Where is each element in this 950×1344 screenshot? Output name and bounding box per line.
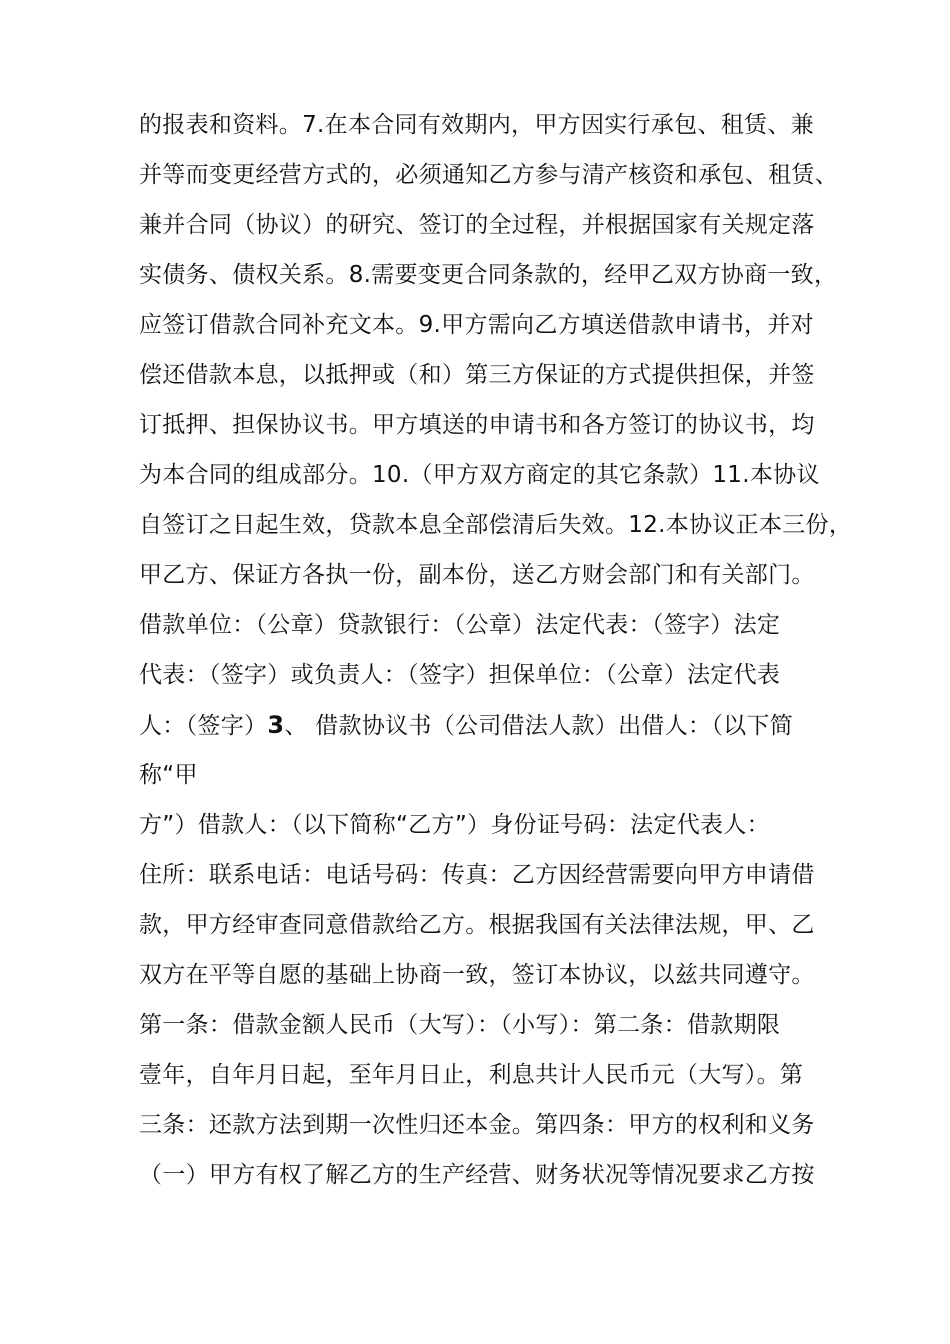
text-line-19: 第一条：借款金额人民币（大写）：（小写）：第二条：借款期限 [139,1012,781,1038]
text-line-14: 称“甲 [139,762,198,788]
text-line-13 [139,700,839,750]
text-line-4: 实债务、债权关系。8.需要变更合同条款的，经甲乙双方协商一致， [139,262,838,288]
text-line-6: 偿还借款本息，以抵押或（和）第三方保证的方式提供担保，并签 [139,362,815,388]
text-line-12: 代表：（签字）或负责人：（签字）担保单位：（公章）法定代表 [139,662,781,688]
text-line-11: 借款单位：（公章）贷款银行：（公章）法定代表：（签字）法定 [139,612,781,638]
text-line-15: 方”）借款人：（以下简称“乙方”）身份证号码：法定代表人： [139,812,770,838]
text-line-20: 壹年，自年月日起，至年月日止，利息共计人民币元（大写）。第 [139,1062,804,1088]
text-line-17: 款，甲方经审查同意借款给乙方。根据我国有关法律法规，甲、乙 [139,912,815,938]
text-line-7: 订抵押、担保协议书。甲方填送的申请书和各方签订的协议书，均 [139,412,815,438]
text-line-9: 自签订之日起生效，贷款本息全部偿清后失效。12.本协议正本三份， [139,512,853,538]
document-body [139,100,853,1200]
text-line-10: 甲乙方、保证方各执一份，副本份，送乙方财会部门和有关部门。 [139,562,815,588]
text-line-1: 的报表和资料。7.在本合同有效期内，甲方因实行承包、租赁、兼 [139,112,814,138]
section-number: 3 [267,711,285,739]
text-line-3: 兼并合同（协议）的研究、签订的全过程，并根据国家有关规定落 [139,212,815,238]
text-line-8: 为本合同的组成部分。10.（甲方双方商定的其它条款）11.本协议 [139,462,820,488]
text-line-22: （一）甲方有权了解乙方的生产经营、财务状况等情况要求乙方按 [139,1162,815,1188]
text-line-13-start: 人：（签字） [139,713,268,739]
text-line-13-end: 、 借款协议书（公司借法人款）出借人：（以下简 [284,713,794,739]
text-line-16: 住所：联系电话：电话号码：传真：乙方因经营需要向甲方申请借 [139,862,815,888]
text-line-21: 三条：还款方法到期一次性归还本金。第四条：甲方的权利和义务 [139,1112,815,1138]
text-line-5: 应签订借款合同补充文本。9.甲方需向乙方填送借款申请书，并对 [139,312,814,338]
text-line-2: 并等而变更经营方式的，必须通知乙方参与清产核资和承包、租赁、 [139,162,838,188]
text-line-18: 双方在平等自愿的基础上协商一致，签订本协议，以兹共同遵守。 [139,962,815,988]
